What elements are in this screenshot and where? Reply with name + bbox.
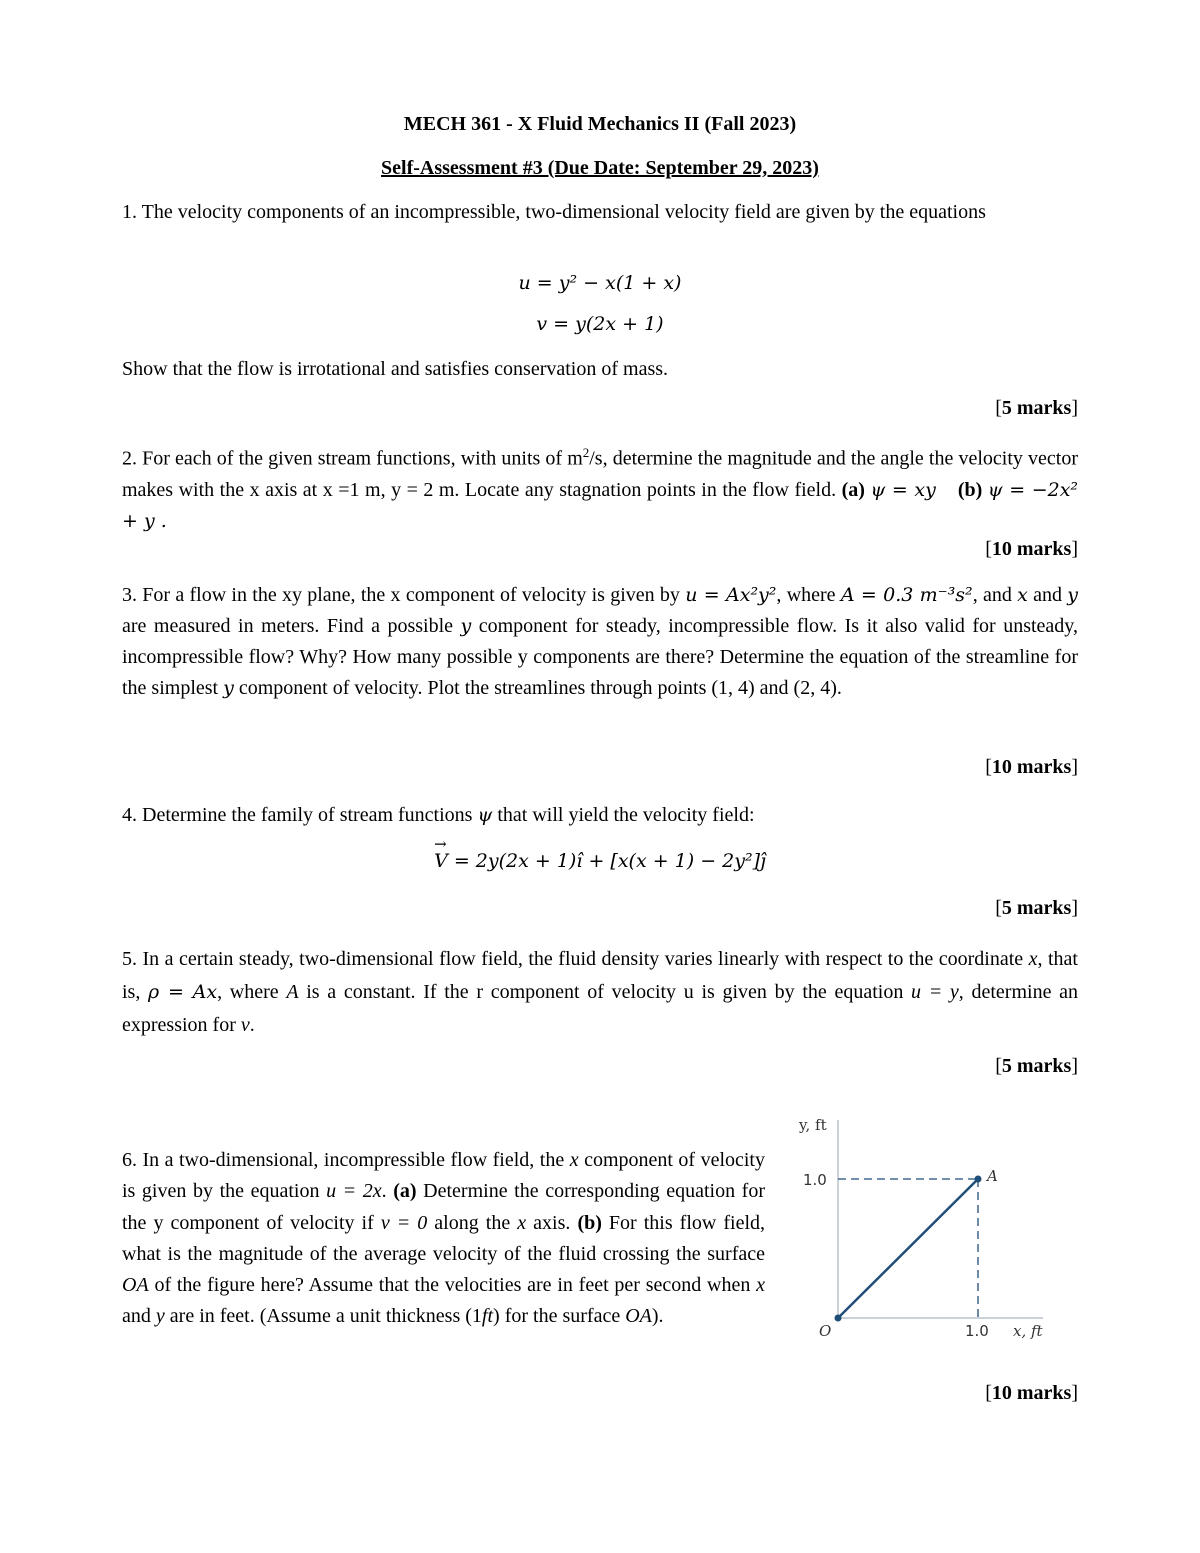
question-4-text: 4. Determine the family of stream functions ψ that will yield the velocity field: [122,804,755,826]
course-title: MECH 361 - X Fluid Mechanics II (Fall 2023) [403,113,797,135]
point-a [975,1176,982,1183]
q5-marks: [5 marks] [995,1055,1078,1077]
x-tick-label: 1.0 [965,1322,989,1340]
point-o [835,1315,842,1322]
origin-label: O [819,1322,832,1340]
q4-marks: [5 marks] [995,897,1078,919]
q1-equation-v: v = y(2x + 1) [536,313,664,335]
q6-figure [785,1112,1050,1347]
q1-equation-u: u = y² − x(1 + x) [518,272,682,294]
q1-marks: [5 marks] [995,397,1078,419]
assessment-title: Self-Assessment #3 (Due Date: September 29, 2023) [381,157,819,179]
question-1-text: 1. The velocity components of an incompressible, two-dimensional velocity field are given by the equations [122,201,986,223]
question-1-task: Show that the flow is irrotational and satisfies conservation of mass. [122,358,669,380]
question-2-text: 2. For each of the given stream functions, with units of $m^2/s$, determine the magnitude and the angle the velocity vector makes with the x axis at x =1 m, y = 2 m. Locate any stagnation points in the flow field. (a) ψ = xy (b) ψ = −2x² + y . [122,445,1079,532]
q4-velocity-equation: → V = 2y(2x + 1)î + [x(x + 1) − 2y²]ĵ [0,848,1200,872]
question-3-text: 3. For a flow in the xy plane, the x component of velocity is given by u = Ax²y², where A = 0.3 m⁻³s², and x and y are measured in meters. Find a possible y component for steady, incompressible flow. Is it also valid for unsteady, incompressible flow? Why? How many possible y components are there? Determine the equation of the streamline for the simplest y component of velocity. Plot the streamlines through points (1, 4) and (2, 4). [122,584,1079,699]
surface-oa-line [838,1179,978,1318]
q6-marks: [10 marks] [985,1382,1078,1404]
y-axis-label: y, ft [799,1116,827,1134]
question-6-text: 6. In a two-dimensional, incompressible flow field, the x component of velocity is given by the equation u = 2x. (a) Determine the corresponding equation for the y component of velocity if v = 0 along the x axis. (b) For this flow field, what is the magnitude of the average velocity of the fluid crossing the surface OA of the figure here? Assume that the velocities are in feet per second when x and y are in feet. (Assume a unit thickness (1ft) for the surface OA). [122,1149,766,1328]
x-axis-label: x, ft [1013,1322,1043,1340]
q2-marks: [10 marks] [985,538,1078,560]
point-a-label: A [987,1167,998,1185]
q3-marks: [10 marks] [985,756,1078,778]
y-tick-label: 1.0 [803,1171,827,1189]
question-5-text: 5. In a certain steady, two-dimensional flow field, the fluid density varies linearly with respect to the coordinate x, that is, ρ = Ax, where A is a constant. If the r component of velocity u is given by the equation u = y, determine an expression for v. [122,948,1079,1036]
